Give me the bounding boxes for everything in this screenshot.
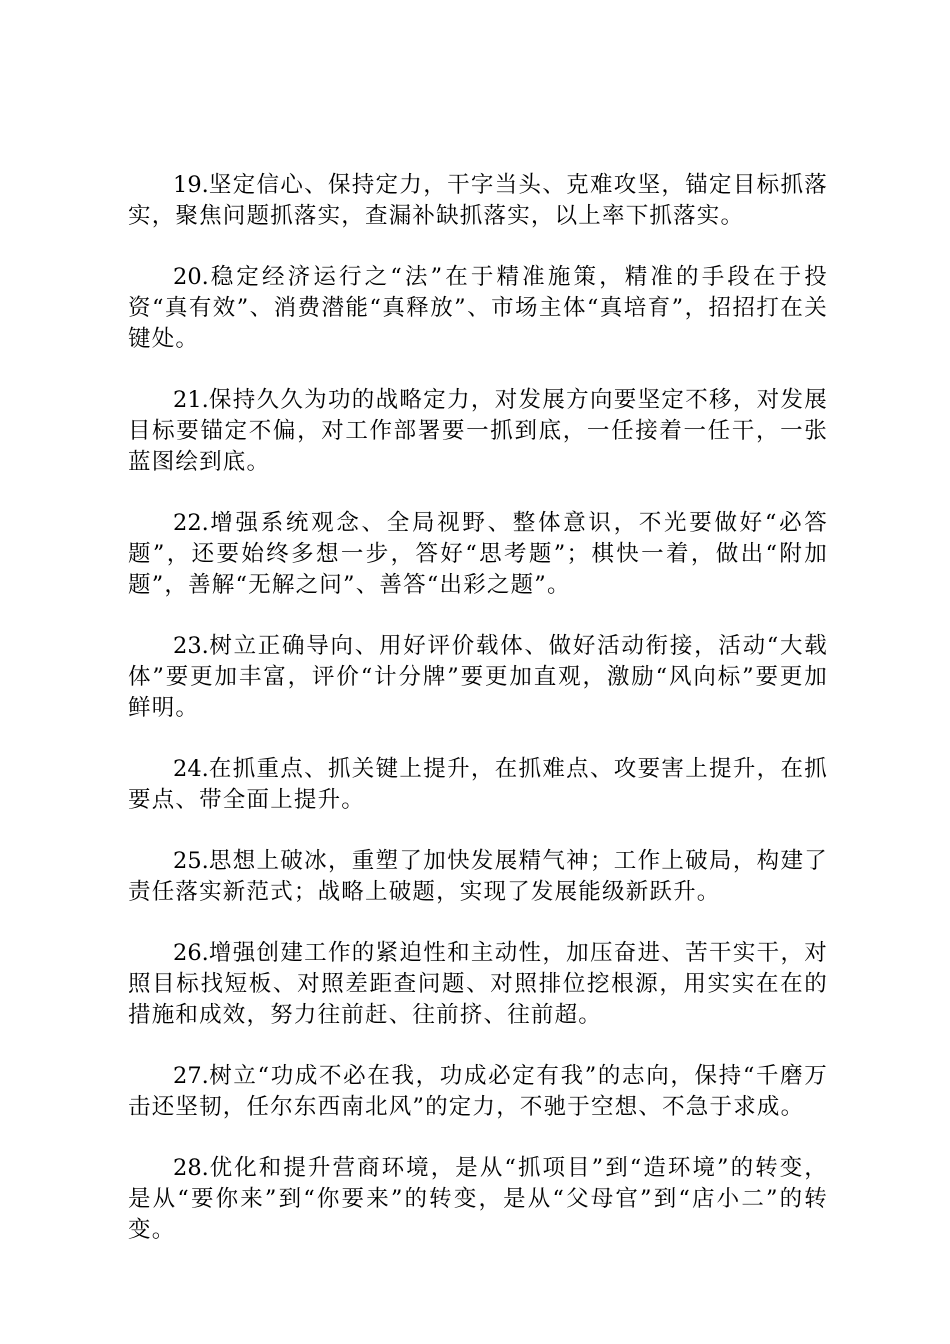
paragraph-28 [128,1153,828,1246]
item-text: 坚定信心、保持定力，干字当头、克难攻坚，锚定目标抓落实，聚焦问题抓落实，查漏补缺抓落实，以上率下抓落实。 [128,172,828,229]
item-number: 23. [173,633,209,659]
item-number: 28. [173,1155,209,1181]
item-text: 树立正确导向、用好评价载体、做好活动衔接，活动“大载体”要更加丰富，评价“计分牌”要更加直观，激励“风向标”要更加鲜明。 [128,633,828,721]
paragraph-22 [128,508,828,601]
item-number: 19. [173,172,209,198]
document-body [128,170,828,1276]
item-text: 思想上破冰，重塑了加快发展精气神；工作上破局，构建了责任落实新范式；战略上破题，实现了发展能级新跃升。 [128,848,828,905]
item-number: 25. [173,848,209,874]
item-number: 20. [173,264,209,290]
paragraph-25 [128,846,828,908]
item-number: 26. [173,940,209,966]
paragraph-23 [128,631,828,724]
item-number: 21. [173,387,209,413]
paragraph-19 [128,170,828,232]
item-text: 稳定经济运行之“法”在于精准施策，精准的手段在于投资“真有效”、消费潜能“真释放”、市场主体“真培育”，招招打在关键处。 [128,264,828,352]
item-number: 24. [173,756,209,782]
item-text: 增强系统观念、全局视野、整体意识，不光要做好“必答题”，还要始终多想一步，答好“思考题”；棋快一着，做出“附加题”，善解“无解之问”、善答“出彩之题”。 [128,510,828,598]
item-number: 22. [173,510,209,536]
paragraph-20 [128,262,828,355]
paragraph-21 [128,385,828,478]
item-number: 27. [173,1063,209,1089]
item-text: 增强创建工作的紧迫性和主动性，加压奋进、苦干实干，对照目标找短板、对照差距查问题、对照排位挖根源，用实实在在的措施和成效，努力往前赶、往前挤、往前超。 [128,940,828,1028]
item-text: 在抓重点、抓关键上提升，在抓难点、攻要害上提升，在抓要点、带全面上提升。 [128,756,828,813]
item-text: 优化和提升营商环境，是从“抓项目”到“造环境”的转变，是从“要你来”到“你要来”的转变，是从“父母官”到“店小二”的转变。 [128,1155,828,1243]
paragraph-27 [128,1061,828,1123]
paragraph-26 [128,938,828,1031]
item-text: 树立“功成不必在我，功成必定有我”的志向，保持“千磨万击还坚韧，任尔东西南北风”的定力，不驰于空想、不急于求成。 [128,1063,828,1120]
item-text: 保持久久为功的战略定力，对发展方向要坚定不移，对发展目标要锚定不偏，对工作部署要一抓到底，一任接着一任干，一张蓝图绘到底。 [128,387,828,475]
paragraph-24 [128,754,828,816]
